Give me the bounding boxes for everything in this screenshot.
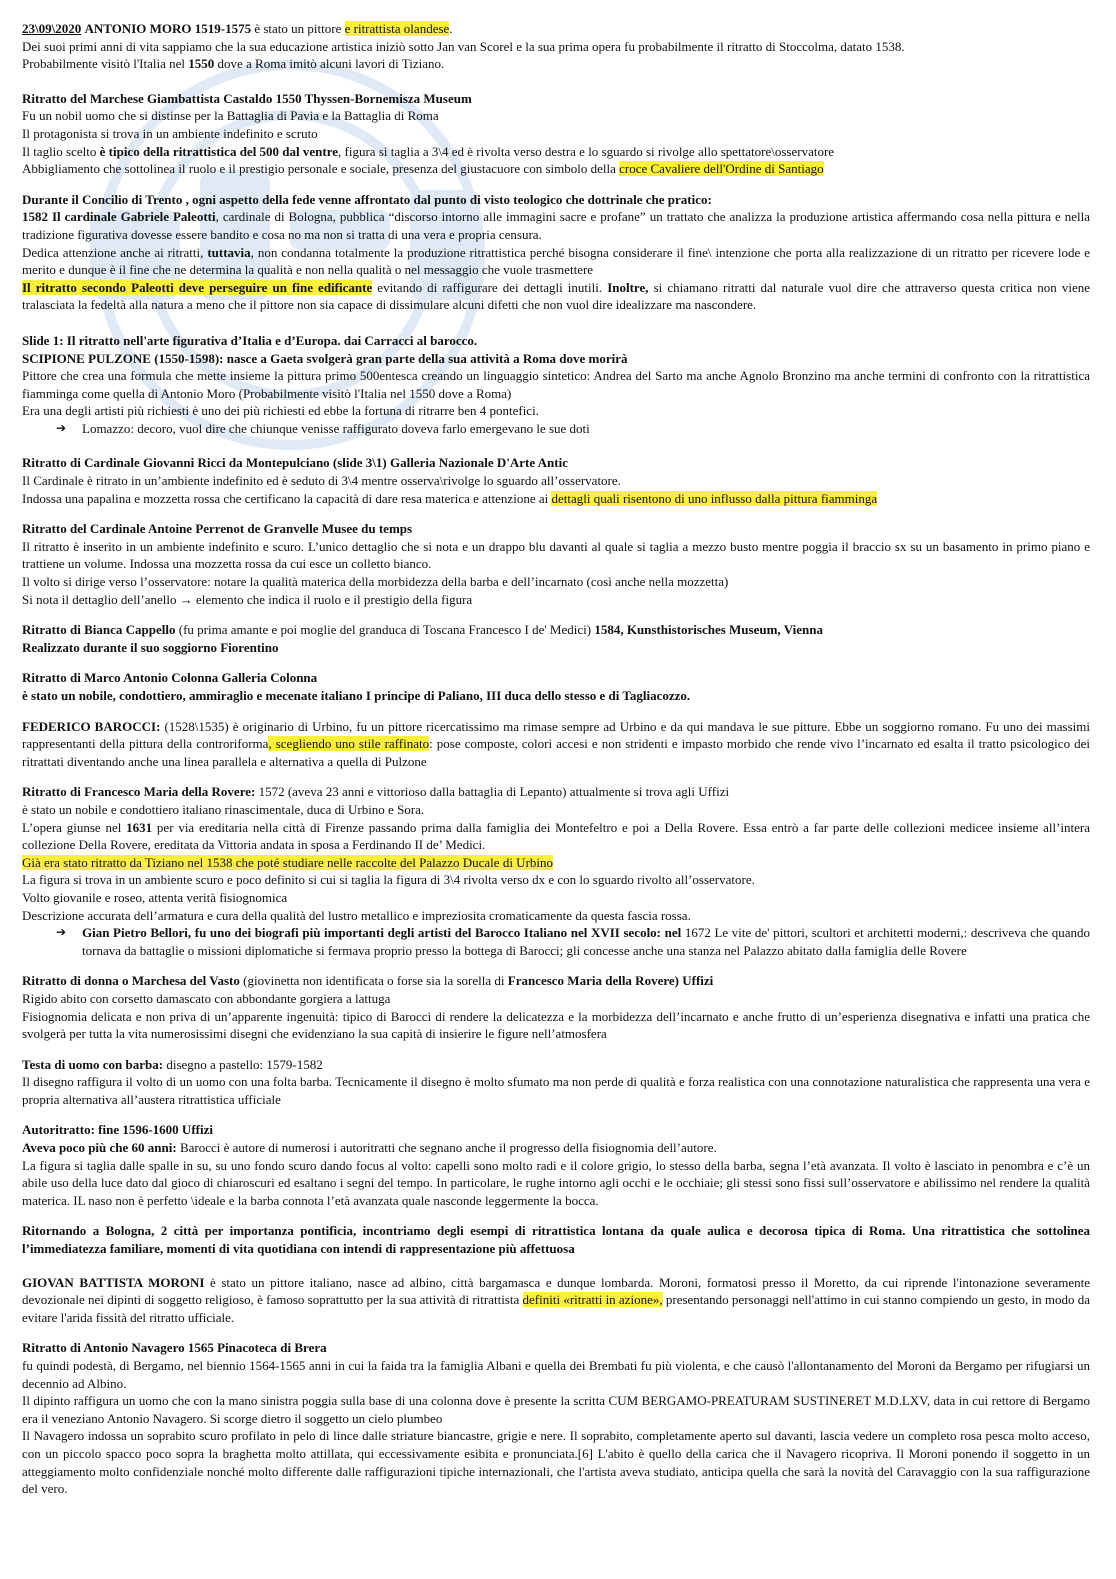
section-autoritratto: Autoritratto: fine 1596-1600 Uffizi Aveva poco più che 60 anni: Barocci è autore di numerosi i autoritratti che segnano anche il progresso della fisiognomia dell’autore. La figura si taglia dalle spalle in su, su uno fondo scuro dando focus al volto: capelli sono molto radi e il colore grigio, lo stesso della barba, segna l’età avanzata. Il volto è lasciato in penombra e c’è un abile uso della luce dato dal gioco di chiaroscuri ed esaltano i segni del tempo. In particolare, le rughe intorno agli occhi e le occhiaie; gli stessi sono fissi sull’osservatore e abilissimo nel rendere la qualità materica. IL naso non è perfetto \ideale e la barba connota l’età avanzata quale nasconde leggermente la bocca.	[22, 1122, 1090, 1208]
section-title: SCIPIONE PULZONE (1550-1598): nasce a Gaeta svolgerà gran parte della sua attività a Roma dove morirà	[22, 350, 628, 366]
section-title: Ritratto del Marchese Giambattista Castaldo 1550 Thyssen-Bornemisza Museum	[22, 90, 472, 106]
section-moroni: GIOVAN BATTISTA MORONI è stato un pittore italiano, nasce ad albino, città bargamasca e dunque lombarda. Moroni, formatosi presso il Moretto, da cui riprende l'intonazione severamente devozionale nei dipinti di soggetto religioso, è famoso soprattutto per la sua attività di ritrattista definiti «ritratti in azione», presentando personaggi nell'attimo in cui stanno compiendo un gesto, in modo da evitare l'arida fissità del ritratto ufficiale.	[22, 1274, 1091, 1325]
section-vasto: Ritratto di donna o Marchesa del Vasto (giovinetta non identificata o forse sia la sorella di Francesco Maria della Rovere) Uffizi Rigido abito con corsetto damascato con abbondante gorgiera a lattuga Fisiognomia delicata e non priva di un’apparente ingenuità: tipico di Barocci di rendere la delicatezza e la morbidezza dell’incarnato e anche frutto di un’esperienza disegnativa e infatti una pratica che svolgerà per tutta la vita numerosissimi disegni che evidenziano la sua capità di insierire le figure nell’atmosfera	[22, 973, 1090, 1042]
section-pulzone: Slide 1: Il ritratto nell'arte figurativa d’Italia e d’Europa. dai Carracci al barocco. SCIPIONE PULZONE (1550-1598): nasce a Gaeta svolgerà gran parte della sua attività a Roma dove morirà Pittore che crea una formula che mette insieme la pittura primo 500entesca creando un linguaggio sintetico: Andrea del Sarto ma anche Agnolo Bronzino ma anche termini di confronto con la ritrattistica fiamminga come quella di Antonio Moro (Probabilmente visitò l'Italia nel 1550 dove a Roma) Era una degli artisti più richiesti è uno dei più richiesti ed ebbe la fortuna di ritrarre ben 4 pontefici. ➔ Lomazzo: decoro, vuol dire che chiunque venisse raffigurato doveva farlo emergevano le sue doti	[22, 332, 1090, 436]
artist-name: GIOVAN BATTISTA MORONI	[22, 1274, 205, 1290]
section-title: Autoritratto: fine 1596-1600 Uffizi	[22, 1122, 213, 1138]
section-bologna: Ritornando a Bologna, 2 città per importanza pontificia, incontriamo degli esempi di ritrattistica lontana da quale aulica e decorosa tipica di Roma. Una ritrattistica che sottolinea l’immediatezza familiare, momenti di vita quotidiana con intendi di rappresentazione più affettuosa	[22, 1223, 1090, 1257]
section-castaldo: Ritratto del Marchese Giambattista Castaldo 1550 Thyssen-Bornemisza Museum Fu un nobil uomo che si distinse per la Battaglia di Pavia e la Battaglia di Roma Il protagonista si trova in un ambiente indefinito e scruto Il taglio scelto è tipico della ritrattistica del 500 dal ventre, figura si taglia a 3\4 ed è rivolta verso destra e lo sguardo si rivolge allo spettatore\osservatore Abbigliamento che sottolinea il ruolo e il prestigio personale e sociale, presenza del giustacuore con simbolo della croce Cavaliere dell'Ordine di Santiago	[22, 90, 835, 177]
section-navagero: Ritratto di Antonio Navagero 1565 Pinacoteca di Brera fu quindi podestà, di Bergamo, nel biennio 1564-1565 anni in cui la faida tra la famiglia Albani e quella dei Brembati fu più violenta, e che causò l'allontanamento del Moroni da Bergamo per rifugiarsi un decennio ad Albino. Il dipinto raffigura un uomo che con la mano sinistra poggia sulla base di una colonna dove è presente la scritta CUM BERGAMO-PREATURAM SUSTINERET M.D.LXV, data in cui rettore di Bergamo era il veneziano Antonio Navagero. Si scorge dietro il soggetto un cielo plumbeo Il Navagero indossa un soprabito scuro profilato in pelo di lince dalle striature biancastre, grigie e nere. Il soprabito, completamente aperto sul davanti, lascia vedere un completo rosa pesca molto acceso, con un piccolo spacco poco sopra la braghetta molto attillata, qui eccessivamente esibita e pronunciata.[6] L'abito è quello della carica che il Navagero ricopriva. Il Moroni ponendo il soggetto in un atteggiamento molto confidenziale nonché molto differente dalle raffigurazioni tipiche internazionali, che l'artista aveva studiato, anticipa quella che sarà la novità del Caravaggio con la sua raffigurazione del vero.	[22, 1340, 1090, 1497]
highlight: , scegliendo uno stile raffinato	[268, 736, 430, 752]
section-cappello: Ritratto di Bianca Cappello (fu prima amante e poi moglie del granduca di Toscana Francesco I de' Medici) 1584, Kunsthistorisches Museum, Vienna Realizzato durante il suo soggiorno Fiorentino	[22, 622, 823, 655]
highlight: e ritrattista olandese	[344, 21, 450, 36]
section-title: Durante il Concilio di Trento , ogni aspetto della fede venne affrontato dal punto di visto teologico che dottrinale che pratico:	[22, 191, 712, 207]
highlight: croce Cavaliere dell'Ordine di Santiago	[619, 161, 824, 177]
section-ricci: Ritratto di Cardinale Giovanni Ricci da Montepulciano (slide 3\1) Galleria Nazionale D'Arte Antic Il Cardinale è ritrato in un’ambiente indefinito ed è seduto di 3\4 mentre osserva\rivolge lo sguardo all’osservatore. Indossa una papalina e mozzetta rossa che certificano la capacità di dare resa materica e attenzione ai dettagli quali risentono di uno influsso dalla pittura fiamminga	[22, 455, 878, 506]
highlight: Già era stato ritratto da Tiziano nel 1538 che poté studiare nelle raccolte del Palazzo Ducale di Urbino	[22, 854, 554, 870]
section-granvelle: Ritratto del Cardinale Antoine Perrenot de Granvelle Musee du temps Il ritratto è inserito in un ambiente indefinito e scuro. L’unico dettaglio che si nota e un drappo blu davanti al quale si taglia a mezzo busto mentre poggia il braccio sx su un basamento in primo piano e trattiene un volume. Indossa una mozzetta rossa da cui esce un colletto bianco. Il volto si dirige verso l’osservatore: notare la qualità materica della morbidezza della barba e dell’incarnato (così anche nella mozzetta) Si nota il dettaglio dell’anello → elemento che indica il ruolo e il prestigio della figura	[22, 521, 1090, 607]
arrow-bullet: ➔ Gian Pietro Bellori, fu uno dei biografi più importanti degli artisti del Barocco Italiano nel XVII secolo: nel 1672 Le vite de' pittori, scultori et architetti moderni,: descriveva che quando tornava da battaglie o missioni diplomatiche si fermava proprio presso la bottega di Barocci; gli concesse anche una stanza nel Palazzo abitato dalla famiglia delle Rovere	[56, 925, 1090, 958]
section-concilio: Durante il Concilio di Trento , ogni aspetto della fede venne affrontato dal punto di visto teologico che dottrinale che pratico: 1582 Il cardinale Gabriele Paleotti, cardinale di Bologna, pubblica “discorso intorno alle immagini sacre e profane” un trattato che analizza la produzione artistica affermando cosa nella pittura e nella tradizione figurativa dovesse essere bandito e cosa no ma non si tratta di una vera e propria censura. Dedica attenzione anche ai ritratti, tuttavia, non condanna totalmente la produzione ritrattistica perché bisogna considerare il fine\ intenzione che porta alla realizzazione di un ritratto per ricevere lode e merito e dunque è il fine che ne determina la qualità e non nella qualità o nel messaggio che vuole trasmettere Il ritratto secondo Paleotti deve perseguire un fine edificante evitando di raffigurare dei dettagli inutili. Inoltre, si chiamano ritratti dal naturale vuol dire che attraverso questa critica non viene tralasciata la fedeltà alla natura a meno che il pittore non sia capace di dissimulare alcuni difetti che non vuol dire idealizzare ma nascondere.	[22, 191, 1090, 313]
date: 23\09\2020	[22, 21, 82, 36]
section-title: Ritratto di Marco Antonio Colonna Galleria Colonna	[22, 670, 318, 686]
arrow-icon: →	[179, 591, 193, 607]
section-title: Ritratto di Francesco Maria della Rovere:	[22, 784, 259, 800]
document-page	[22, 20, 1090, 1511]
section-colonna: Ritratto di Marco Antonio Colonna Galleria Colonna è stato un nobile, condottiero, ammiraglio e mecenate italiano I principe di Paliano, III duca dello stesso e di Tagliacozzo.	[22, 670, 691, 703]
slide-title: Slide 1: Il ritratto nell'arte figurativa d’Italia e d’Europa. dai Carracci al barocco.	[22, 332, 478, 348]
arrow-icon: ➔	[56, 420, 67, 435]
section-title: Ritratto del Cardinale Antoine Perrenot de Granvelle Musee du temps	[22, 521, 413, 537]
highlight: dettagli quali risentono di uno influsso dalla pittura fiamminga	[551, 490, 878, 506]
section-testa: Testa di uomo con barba: disegno a pastello: 1579-1582 Il disegno raffigura il volto di un uomo con una folta barba. Tecnicamente il disegno è molto sfumato ma non perde di qualità e forza realistica con una connotazione naturalistica che rappresenta una vera e propria alternativa all’austera ritrattistica ufficiale	[22, 1056, 1090, 1107]
section-barocci: FEDERICO BAROCCI: (1528\1535) è originario di Urbino, fu un pittore ricercatissimo ma rimase sempre ad Urbino e da qui mandava le sue pitture. Ebbe un soggiorno romano. Fu uno dei massimi rappresentanti della pittura della controriforma, scegliendo uno stile raffinato: pose composte, colori accesi e non stridenti e impasto morbido che rende vivo l’incarnato ed esalta il tratto psicologico dei ritrattati diventando anche una linea parallela e alternativa a quella di Pulzone	[22, 718, 1091, 769]
highlight: Il ritratto secondo Paleotti deve perseguire un fine edificante	[22, 279, 373, 295]
section-antonio-moro: 23\09\2020 ANTONIO MORO 1519-1575 è stato un pittore e ritrattista olandese. Dei suoi primi anni di vita sappiamo che la sua educazione artistica iniziò sotto Jan van Scorel e la sua prima opera fu probabilmente il ritratto di Stoccolma, datato 1538. Probabilmente visitò l'Italia nel 1550 dove a Roma imitò alcuni lavori di Tiziano.	[22, 21, 905, 72]
section-title: Ritratto di Cardinale Giovanni Ricci da Montepulciano (slide 3\1) Galleria Nazionale D'Arte Antic	[22, 455, 568, 471]
section-rovere: Ritratto di Francesco Maria della Rovere: 1572 (aveva 23 anni e vittorioso dalla battaglia di Lepanto) attualmente si trova agli Uffizi è stato un nobile e condottiero italiano rinascimentale, duca di Urbino e Sora. L’opera giunse nel 1631 per via ereditaria nella città di Firenze passando prima dalla famiglia dei Montefeltro e poi a Della Rovere. Essa entrò a far parte delle collezioni medicee insieme all’intera collezione Della Rovere, ereditata da Vittoria andata in sposa a Ferdinando II de’ Medici. Già era stato ritratto da Tiziano nel 1538 che poté studiare nelle raccolte del Palazzo Ducale di Urbino La figura si trova in un ambiente scuro e poco definito si cui si taglia la figura di 3\4 rivolta verso dx e con lo sguardo rivolto all’osservatore. Volto giovanile e roseo, attenta verità fisiognomica Descrizione accurata dell’armatura e cura della qualità del lustro metallico e impreziosita cromaticamente da questa fascia rossa. ➔ Gian Pietro Bellori, fu uno dei biografi più importanti degli artisti del Barocco Italiano nel XVII secolo: nel 1672 Le vite de' pittori, scultori et architetti moderni,: descriveva che quando tornava da battaglie o missioni diplomatiche si fermava proprio presso la bottega di Barocci; gli concesse anche una stanza nel Palazzo abitato dalla famiglia delle Rovere	[22, 784, 1090, 958]
arrow-icon: ➔	[56, 925, 67, 940]
arrow-bullet: ➔ Lomazzo: decoro, vuol dire che chiunque venisse raffigurato doveva farlo emergevano le sue doti	[56, 420, 590, 436]
section-title: Ritratto di Antonio Navagero 1565 Pinacoteca di Brera	[22, 1340, 327, 1356]
artist-name: FEDERICO BAROCCI:	[22, 718, 165, 734]
highlight: definiti «ritratti in azione»,	[522, 1292, 663, 1308]
artist-name: ANTONIO MORO 1519-1575	[84, 21, 252, 36]
